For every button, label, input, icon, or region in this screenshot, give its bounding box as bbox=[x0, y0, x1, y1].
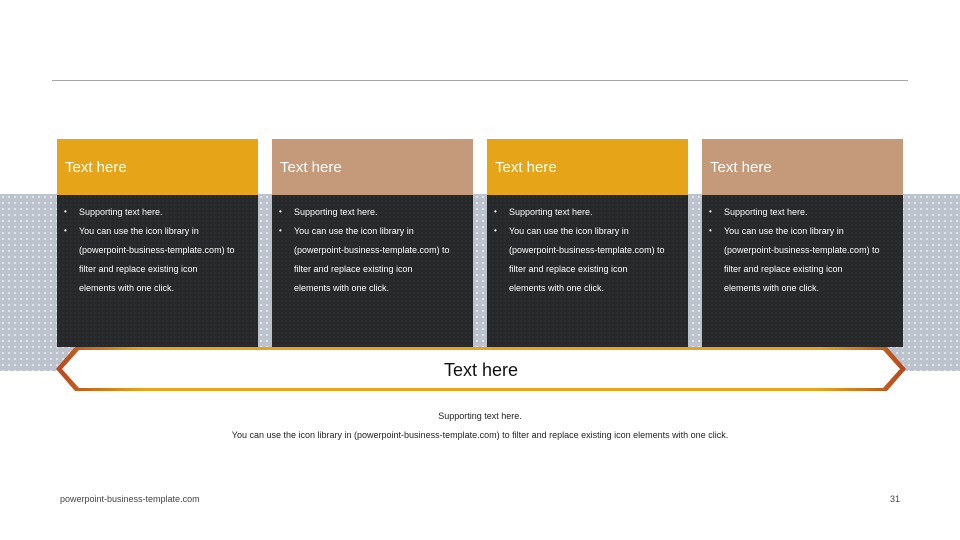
bullet-text-line: (powerpoint-business-template.com) to bbox=[724, 245, 880, 255]
bullet-item bbox=[709, 224, 897, 300]
card-body bbox=[487, 195, 688, 347]
bullet-text-line: filter and replace existing icon bbox=[724, 264, 843, 274]
bullet-text: Supporting text here. bbox=[509, 207, 593, 217]
bullet-item bbox=[279, 205, 467, 224]
bullet-text-line: You can use the icon library in bbox=[79, 226, 199, 236]
bullet-text-line: elements with one click. bbox=[294, 283, 390, 293]
footer-website: powerpoint-business-template.com bbox=[60, 494, 200, 504]
bullet-text-line: elements with one click. bbox=[724, 283, 820, 293]
bullet-text-line: You can use the icon library in bbox=[294, 226, 414, 236]
bullet-item bbox=[494, 224, 682, 300]
bullet-text: Supporting text here. bbox=[79, 207, 163, 217]
bullet-text: Supporting text here. bbox=[724, 207, 808, 217]
bullet-dot-icon: • bbox=[279, 226, 282, 235]
bullet-text-line: (powerpoint-business-template.com) to bbox=[79, 245, 235, 255]
bullet-dot-icon: • bbox=[709, 207, 712, 216]
card-title: Text here bbox=[57, 139, 258, 195]
bullet-item bbox=[709, 205, 897, 224]
caption-line-1: Supporting text here. bbox=[438, 411, 522, 421]
card-title: Text here bbox=[272, 139, 473, 195]
feature-card-1 bbox=[57, 139, 258, 347]
bullet-text-line: (powerpoint-business-template.com) to bbox=[509, 245, 665, 255]
feature-card-3 bbox=[487, 139, 688, 347]
bullet-dot-icon: • bbox=[494, 226, 497, 235]
summary-banner bbox=[55, 346, 907, 392]
feature-card-2 bbox=[272, 139, 473, 347]
caption-line-2: You can use the icon library in (powerpoint-business-template.com) to filter and replace existing icon elements with one click. bbox=[231, 430, 729, 440]
bullet-item bbox=[64, 205, 252, 224]
bullet-text-line: filter and replace existing icon bbox=[294, 264, 413, 274]
bullet-text-line: filter and replace existing icon bbox=[79, 264, 198, 274]
bullet-text-line: elements with one click. bbox=[79, 283, 175, 293]
bullet-text-line: elements with one click. bbox=[509, 283, 605, 293]
card-title: Text here bbox=[702, 139, 903, 195]
card-title: Text here bbox=[487, 139, 688, 195]
card-body bbox=[702, 195, 903, 347]
bullet-dot-icon: • bbox=[64, 226, 67, 235]
card-body bbox=[57, 195, 258, 347]
bullet-item bbox=[64, 224, 252, 300]
bullet-item bbox=[279, 224, 467, 300]
bullet-text-line: (powerpoint-business-template.com) to bbox=[294, 245, 450, 255]
card-body bbox=[272, 195, 473, 347]
bullet-text: Supporting text here. bbox=[294, 207, 378, 217]
bullet-text-line: You can use the icon library in bbox=[724, 226, 844, 236]
bullet-dot-icon: • bbox=[279, 207, 282, 216]
bullet-item bbox=[494, 205, 682, 224]
bullet-dot-icon: • bbox=[494, 207, 497, 216]
page-number: 31 bbox=[889, 494, 900, 504]
banner-title: Text here bbox=[443, 360, 519, 380]
bullet-text-line: filter and replace existing icon bbox=[509, 264, 628, 274]
top-divider-line bbox=[52, 80, 908, 81]
bullet-text-line: You can use the icon library in bbox=[509, 226, 629, 236]
bullet-dot-icon: • bbox=[64, 207, 67, 216]
bullet-dot-icon: • bbox=[709, 226, 712, 235]
feature-card-4 bbox=[702, 139, 903, 347]
